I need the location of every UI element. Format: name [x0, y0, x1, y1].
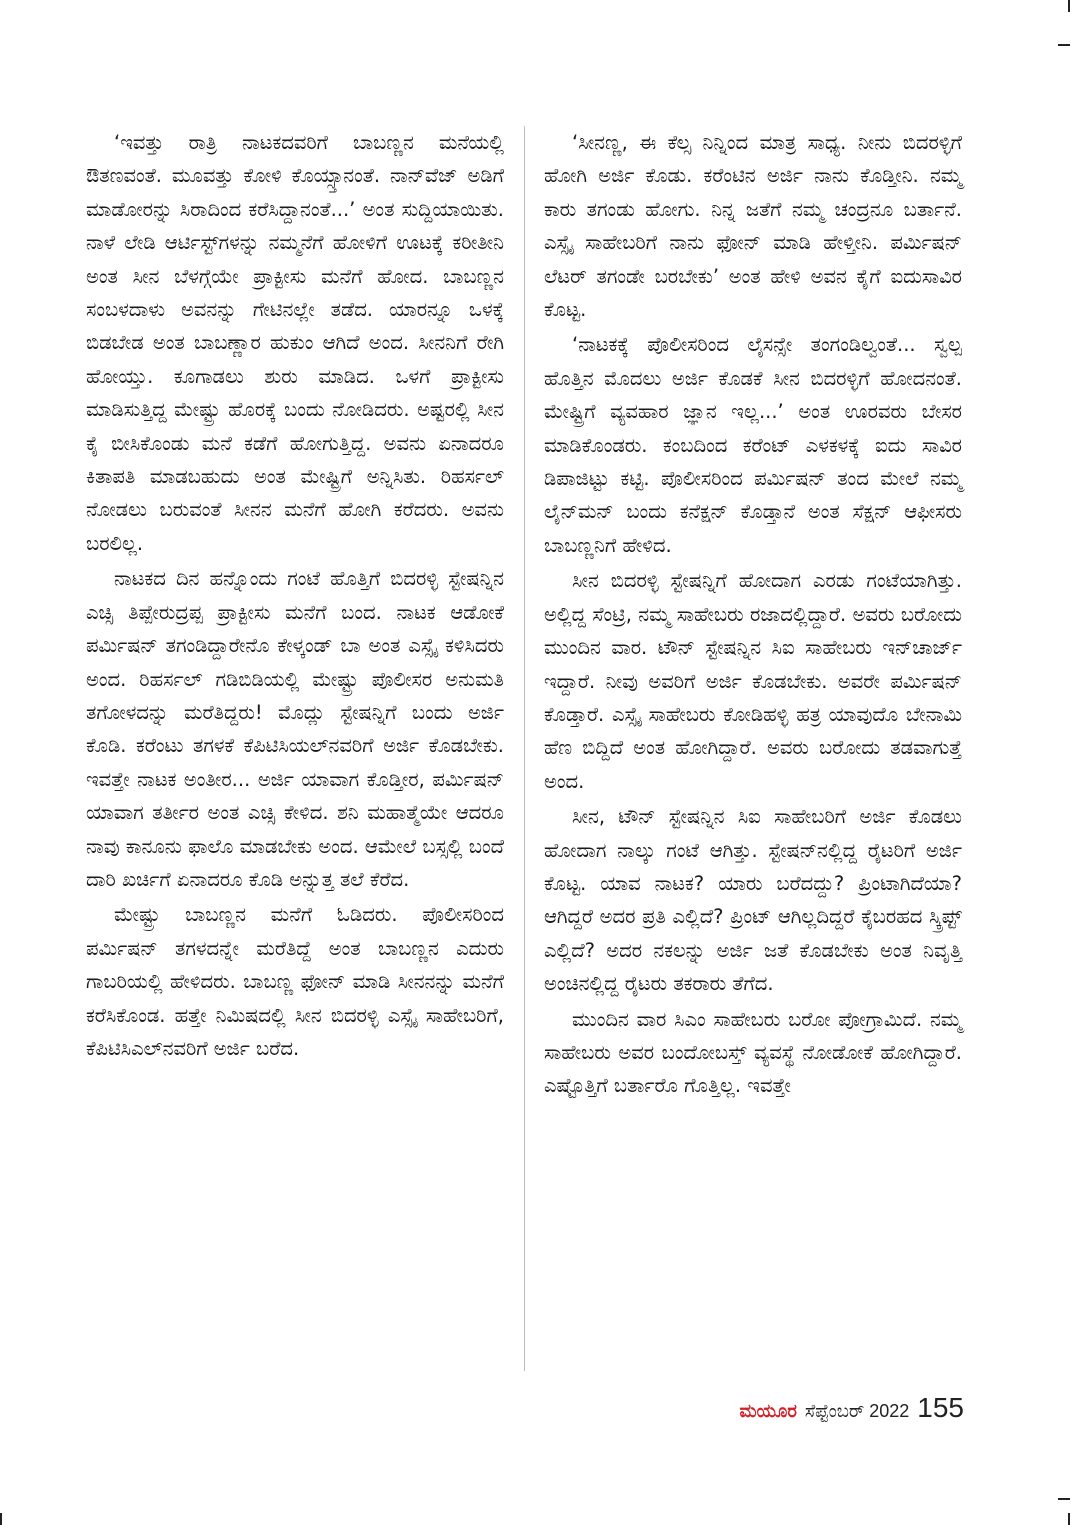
crop-mark — [1058, 44, 1070, 46]
paragraph: ‘ಸೀನಣ್ಣ, ಈ ಕೆಲ್ಸ ನಿನ್ನಿಂದ ಮಾತ್ರ ಸಾಧ್ಯ. ನೀನು ಬಿದರಳ್ಳಿಗೆ ಹೋಗಿ ಅರ್ಜಿ ಕೊಡು. ಕರೆಂಟಿನ ಅರ್ಜಿ ನಾನು ಕೊಡ್ತೀನಿ. ನಮ್ಮ ಕಾರು ತಗಂಡು ಹೋಗು. ನಿನ್ನ ಜತೆಗೆ ನಮ್ಮ ಚಂದ್ರನೂ ಬರ್ತಾನೆ. ಎಸ್ಸೈ ಸಾಹೇಬರಿಗೆ ನಾನು ಫೋನ್ ಮಾಡಿ ಹೇಳ್ತೀನಿ. ಪರ್ಮಿಷನ್ ಲೆಟರ್ ತಗಂಡೇ ಬರಬೇಕು’ ಅಂತ ಹೇಳಿ ಅವನ ಕೈಗೆ ಐದುಸಾವಿರ ಕೊಟ್ಟ. — [544, 131, 962, 322]
paragraph: ಮುಂದಿನ ವಾರ ಸಿಎಂ ಸಾಹೇಬರು ಬರೋ ಪೋಗ್ರಾಮಿದೆ. ನಮ್ಮ ಸಾಹೇಬರು ಅವರ ಬಂದೋಬಸ್ತ್ ವ್ಯವಸ್ಥೆ ನೋಡೋಕೆ ಹೋಗಿದ್ದಾರೆ. ಎಷ್ಟೊತ್ತಿಗೆ ಬರ್ತಾರೊ ಗೊತ್ತಿಲ್ಲ. ಇವತ್ತೇ — [544, 1007, 962, 1098]
magazine-brand: ಮಯೂರ — [739, 1401, 797, 1421]
paragraph: ಮೇಷ್ಟ್ರು ಬಾಬಣ್ಣನ ಮನೆಗೆ ಓಡಿದರು. ಪೊಲೀಸರಿಂದ ಪರ್ಮಿಷನ್ ತಗಳದನ್ನೇ ಮರೆತಿದ್ದೆ ಅಂತ ಬಾಬಣ್ಣನ ಎದುರು ಗಾಬರಿಯಲ್ಲಿ ಹೇಳಿದರು. ಬಾಬಣ್ಣ ಫೋನ್ ಮಾಡಿ ಸೀನನನ್ನು ಮನೆಗೆ ಕರೆಸಿಕೊಂಡ. ಹತ್ತೇ ನಿಮಿಷದಲ್ಲಿ ಸೀನ ಬಿದರಳ್ಳಿ ಎಸ್ಸೈ ಸಾಹೇಬರಿಗೆ, ಕೆಪಿಟಿಸಿಎಲ್‌ನವರಿಗೆ ಅರ್ಜಿ ಬರೆದ. — [86, 903, 504, 1060]
crop-mark — [1058, 1498, 1070, 1500]
paragraph: ನಾಟಕದ ದಿನ ಹನ್ನೊಂದು ಗಂಟೆ ಹೊತ್ತಿಗೆ ಬಿದರಳ್ಳಿ ಸ್ಟೇಷನ್ನಿನ ಎಚ್ಸಿ ತಿಪ್ಪೇರುದ್ರಪ್ಪ ಪ್ರಾಕ್ಟೀಸು ಮನೆಗೆ ಬಂದ. ನಾಟಕ ಆಡೋಕೆ ಪರ್ಮಿಷನ್ ತಗಂಡಿದ್ದಾರೇನೊ ಕೇಳ್ಕಂಡ್ ಬಾ ಅಂತ ಎಸ್ಸೈ ಕಳಿಸಿದರು ಅಂದ. ರಿಹರ್ಸಲ್ ಗಡಿಬಿಡಿಯಲ್ಲಿ ಮೇಷ್ಟ್ರು ಪೊಲೀಸರ ಅನುಮತಿ ತಗೋಳದನ್ನು ಮರೆತಿದ್ದರು! ಮೊದ್ಲು ಸ್ಟೇಷನ್ನಿಗೆ ಬಂದು ಅರ್ಜಿ ಕೊಡಿ. ಕರೆಂಟು ತಗಳಕೆ ಕೆಪಿಟಿಸಿಯಲ್‌ನವರಿಗೆ ಅರ್ಜಿ ಕೊಡಬೇಕು. ಇವತ್ತೇ ನಾಟಕ ಅಂತೀರ... ಅರ್ಜಿ ಯಾವಾಗ ಕೊಡ್ತೀರ, ಪರ್ಮಿಷನ್ ಯಾವಾಗ ತರ್ತೀರ ಅಂತ ಎಚ್ಸಿ ಕೇಳಿದ. ಶನಿ ಮಹಾತ್ಮೆಯೇ ಆದರೂ ನಾವು ಕಾನೂನು ಫಾಲೊ ಮಾಡಬೇಕು ಅಂದ. ಆಮೇಲೆ ಬಸ್ಸಲ್ಲಿ ಬಂದೆ ದಾರಿ ಖರ್ಚಿಗೆ ಏನಾದರೂ ಕೊಡಿ ಅನ್ನುತ್ತ ತಲೆ ಕೆರೆದ. — [86, 567, 504, 891]
crop-mark — [1068, 0, 1070, 12]
paragraph: ಸೀನ, ಟೌನ್ ಸ್ಟೇಷನ್ನಿನ ಸಿಐ ಸಾಹೇಬರಿಗೆ ಅರ್ಜಿ ಕೊಡಲು ಹೋದಾಗ ನಾಲ್ಕು ಗಂಟೆ ಆಗಿತ್ತು. ಸ್ಟೇಷನ್‌ನಲ್ಲಿದ್ದ ರೈಟರಿಗೆ ಅರ್ಜಿ ಕೊಟ್ಟ. ಯಾವ ನಾಟಕ? ಯಾರು ಬರೆದದ್ದು? ಪ್ರಿಂಟಾಗಿದೆಯಾ? ಆಗಿದ್ದರೆ ಅದರ ಪ್ರತಿ ಎಲ್ಲಿದೆ? ಪ್ರಿಂಟ್ ಆಗಿಲ್ಲದಿದ್ದರೆ ಕೈಬರಹದ ಸ್ಕ್ರಿಪ್ಟ್ ಎಲ್ಲಿದೆ? ಅದರ ನಕಲನ್ನು ಅರ್ಜಿ ಜತೆ ಕೊಡಬೇಕು ಅಂತ ನಿವೃತ್ತಿ ಅಂಚಿನಲ್ಲಿದ್ದ ರೈಟರು ತಕರಾರು ತೆಗೆದ. — [544, 805, 962, 996]
page-footer — [739, 1392, 964, 1424]
crop-mark — [0, 1513, 2, 1525]
article-column-right — [544, 126, 962, 1105]
paragraph: ಸೀನ ಬಿದರಳ್ಳಿ ಸ್ಟೇಷನ್ನಿಗೆ ಹೋದಾಗ ಎರಡು ಗಂಟೆಯಾಗಿತ್ತು. ಅಲ್ಲಿದ್ದ ಸೆಂಟ್ರಿ, ನಮ್ಮ ಸಾಹೇಬರು ರಜಾದಲ್ಲಿದ್ದಾರೆ. ಅವರು ಬರೋದು ಮುಂದಿನ ವಾರ. ಟೌನ್ ಸ್ಟೇಷನ್ನಿನ ಸಿಐ ಸಾಹೇಬರು ಇನ್‌ಚಾರ್ಜ್ ಇದ್ದಾರೆ. ನೀವು ಅವರಿಗೆ ಅರ್ಜಿ ಕೊಡಬೇಕು. ಅವರೇ ಪರ್ಮಿಷನ್ ಕೊಡ್ತಾರೆ. ಎಸ್ಸೈ ಸಾಹೇಬರು ಕೋಡಿಹಳ್ಳಿ ಹತ್ರ ಯಾವುದೊ ಬೇನಾಮಿ ಹೆಣ ಬಿದ್ದಿದೆ ಅಂತ ಹೋಗಿದ್ದಾರೆ. ಅವರು ಬರೋದು ತಡವಾಗುತ್ತೆ ಅಂದ. — [544, 569, 962, 793]
article-column-left — [86, 126, 504, 1067]
issue-date: ಸೆಪ್ಟೆಂಬರ್ 2022 — [804, 1401, 910, 1421]
crop-mark — [1068, 1513, 1070, 1525]
page-number: 155 — [917, 1392, 964, 1423]
paragraph: ‘ನಾಟಕಕ್ಕೆ ಪೊಲೀಸರಿಂದ ಲೈಸನ್ಸೇ ತಂಗಂಡಿಲ್ವಂತೆ... ಸ್ವಲ್ಪ ಹೊತ್ತಿನ ಮೊದಲು ಅರ್ಜಿ ಕೊಡಕೆ ಸೀನ ಬಿದರಳ್ಳಿಗೆ ಹೋದನಂತೆ. ಮೇಷ್ಟ್ರಿಗೆ ವ್ಯವಹಾರ ಜ್ಞಾನ ಇಲ್ಲ...’ ಅಂತ ಊರವರು ಬೇಸರ ಮಾಡಿಕೊಂಡರು. ಕಂಬದಿಂದ ಕರೆಂಟ್ ಎಳಕಳಕ್ಕೆ ಐದು ಸಾವಿರ ಡಿಪಾಜಿಟ್ಟು ಕಟ್ಟಿ. ಪೊಲೀಸರಿಂದ ಪರ್ಮಿಷನ್ ತಂದ ಮೇಲೆ ನಮ್ಮ ಲೈನ್‌ಮನ್ ಬಂದು ಕನೆಕ್ಷನ್ ಕೊಡ್ತಾನೆ ಅಂತ ಸೆಕ್ಷನ್ ಆಫೀಸರು ಬಾಬಣ್ಣನಿಗೆ ಹೇಳಿದ. — [544, 333, 962, 557]
column-divider — [524, 126, 525, 1371]
paragraph: ‘ಇವತ್ತು ರಾತ್ರಿ ನಾಟಕದವರಿಗೆ ಬಾಬಣ್ಣನ ಮನೆಯಲ್ಲಿ ಔತಣವಂತೆ. ಮೂವತ್ತು ಕೋಳಿ ಕೊಯ್ಸ್ತಾನಂತೆ. ನಾನ್‌ವೆಜ್ ಅಡಿಗೆ ಮಾಡೋರನ್ನು ಸಿರಾದಿಂದ ಕರೆಸಿದ್ದಾನಂತೆ...’ ಅಂತ ಸುದ್ದಿಯಾಯಿತು. ನಾಳೆ ಲೇಡಿ ಆರ್ಟಿಸ್ಟ್‌ಗಳನ್ನು ನಮ್ಮನೆಗೆ ಹೋಳಿಗೆ ಊಟಕ್ಕೆ ಕರೀತೀನಿ ಅಂತ ಸೀನ ಬೆಳಗ್ಗೆಯೇ ಪ್ರಾಕ್ಟೀಸು ಮನೆಗೆ ಹೋದ. ಬಾಬಣ್ಣನ ಸಂಬಳದಾಳು ಅವನನ್ನು ಗೇಟಿನಲ್ಲೇ ತಡೆದ. ಯಾರನ್ನೂ ಒಳಕ್ಕೆ ಬಿಡಬೇಡ ಅಂತ ಬಾಬಣ್ಣಾರ ಹುಕುಂ ಆಗಿದೆ ಅಂದ. ಸೀನನಿಗೆ ರೇಗಿ ಹೋಯ್ತು. ಕೂಗಾಡಲು ಶುರು ಮಾಡಿದ. ಒಳಗೆ ಪ್ರಾಕ್ಟೀಸು ಮಾಡಿಸುತ್ತಿದ್ದ ಮೇಷ್ಟ್ರು ಹೊರಕ್ಕೆ ಬಂದು ನೋಡಿದರು. ಅಷ್ಟರಲ್ಲಿ ಸೀನ ಕೈ ಬೀಸಿಕೊಂಡು ಮನೆ ಕಡೆಗೆ ಹೋಗುತ್ತಿದ್ದ. ಅವನು ಏನಾದರೂ ಕಿತಾಪತಿ ಮಾಡಬಹುದು ಅಂತ ಮೇಷ್ಟ್ರಿಗೆ ಅನ್ನಿಸಿತು. ರಿಹರ್ಸಲ್ ನೋಡಲು ಬರುವಂತೆ ಸೀನನ ಮನೆಗೆ ಹೋಗಿ ಕರೆದರು. ಅವನು ಬರಲಿಲ್ಲ. — [86, 131, 504, 555]
